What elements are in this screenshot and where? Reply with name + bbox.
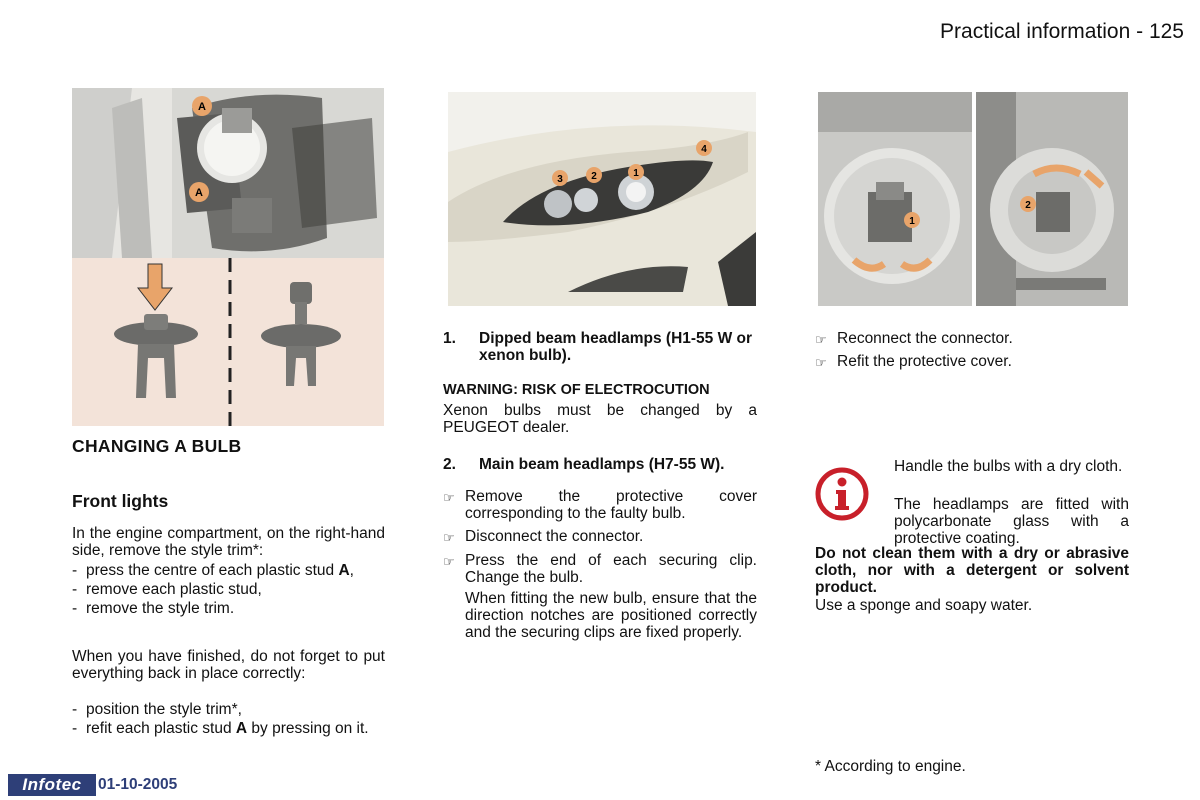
publication-date: 01-10-2005 (98, 776, 178, 793)
info-icon (814, 466, 870, 522)
engine-compartment-image (72, 88, 384, 258)
step-item: - refit each plastic stud A by pressing on it. (72, 720, 369, 737)
pointing-hand-icon: ☞ (443, 554, 455, 569)
bulb-cover-image-left (818, 92, 972, 306)
label-3: 3 (557, 174, 563, 185)
removal-steps (72, 562, 385, 619)
info-glass-text: The headlamps are fitted with polycarbonate glass with a protective coating. (894, 496, 1129, 547)
info-sponge-text: Use a sponge and soapy water. (815, 597, 1033, 614)
item-main-beam: 2. Main beam headlamps (H7-55 W). (443, 456, 725, 473)
fitting-note: When fitting the new bulb, ensure that the direction notches are positioned correctly and the securing clips are fixed properly. (465, 590, 757, 641)
info-warning-text: Do not clean them with a dry or abrasive cloth, nor with a detergent or solvent product. (815, 545, 1129, 596)
list-item: ☞ Remove the protective cover corresponding to the faulty bulb. (443, 488, 757, 522)
label-4: 4 (701, 144, 707, 155)
bulb-cover-image-right (976, 92, 1128, 306)
refit-bullets (815, 330, 1129, 373)
warning-text: Xenon bulbs must be changed by a PEUGEOT dealer. (443, 402, 757, 436)
infotec-logo: Infotec (8, 774, 96, 796)
list-item: ☞ Press the end of each securing clip. Change the bulb. (443, 552, 757, 586)
refit-steps (72, 701, 385, 739)
pointing-hand-icon: ☞ (443, 490, 455, 505)
footnote: * According to engine. (815, 758, 966, 775)
list-item: ☞ Disconnect the connector. (443, 528, 644, 545)
plastic-stud-diagram (72, 258, 384, 426)
finish-paragraph: When you have finished, do not forget to put everything back in place correctly: (72, 648, 385, 682)
pointing-hand-icon: ☞ (443, 530, 455, 545)
list-item: ☞ Refit the protective cover. (815, 353, 1012, 370)
step-item: - press the centre of each plastic stud A, (72, 562, 354, 579)
label-a1: A (198, 101, 206, 113)
label-a2: A (195, 187, 203, 199)
step-item: - position the style trim*, (72, 701, 242, 718)
headlamp-front-image (448, 92, 756, 306)
main-beam-steps (443, 488, 757, 643)
label-1: 1 (909, 216, 915, 227)
subsection-heading: Front lights (72, 491, 169, 511)
info-handle-text: Handle the bulbs with a dry cloth. (894, 458, 1123, 475)
step-item: - remove each plastic stud, (72, 581, 262, 598)
pointing-hand-icon: ☞ (815, 332, 827, 347)
warning-title: WARNING: RISK OF ELECTROCUTION (443, 382, 710, 398)
label-1: 1 (633, 168, 639, 179)
label-2: 2 (591, 171, 597, 182)
list-item: ☞ Reconnect the connector. (815, 330, 1013, 347)
pointing-hand-icon: ☞ (815, 355, 827, 370)
page-title: Practical information - 125 (940, 20, 1184, 43)
item-dipped-beam: 1. Dipped beam headlamps (H1-55 W or xenon bulb). (443, 330, 753, 364)
label-2: 2 (1025, 200, 1031, 211)
section-heading: CHANGING A BULB (72, 436, 242, 456)
step-item: - remove the style trim. (72, 600, 235, 617)
intro-paragraph: In the engine compartment, on the right-hand side, remove the style trim*: (72, 525, 385, 559)
